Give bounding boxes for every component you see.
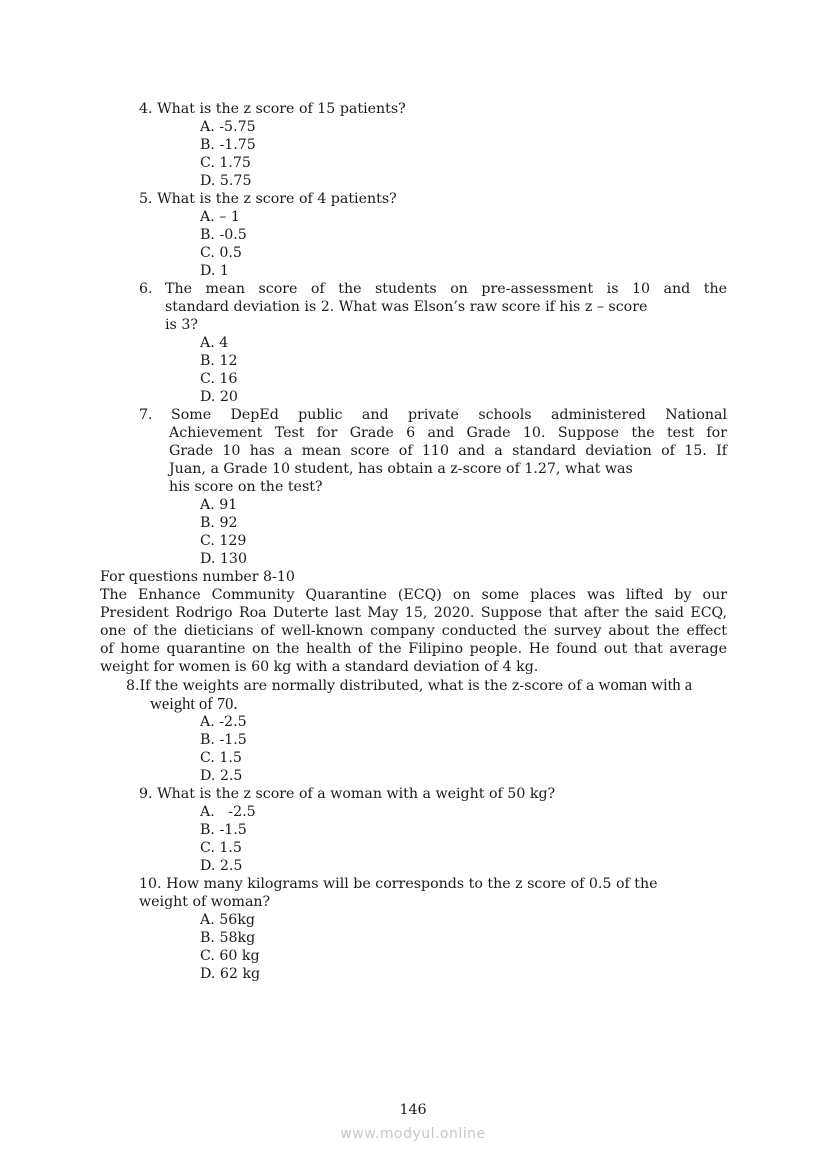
question-9 [139, 785, 555, 803]
question-number: 4. [139, 101, 153, 117]
choice-8b: B. -1.5 [200, 732, 247, 748]
choice-10a: A. 56kg [200, 912, 255, 928]
page-number: 146 [399, 1102, 427, 1118]
question-7-stem-line-4: Juan, a Grade 10 student, has obtain a z-score of 1.27, what was [169, 461, 633, 477]
choice-4c: C. 1.75 [200, 155, 251, 171]
choice-8c: C. 1.5 [200, 750, 242, 766]
choice-5b: B. -0.5 [200, 227, 247, 243]
question-number: 9. [139, 786, 153, 802]
question-6-stem-line-2: standard deviation is 2. What was Elson’s raw score if his z – score [165, 299, 648, 315]
question-10-line-2: weight of woman? [139, 894, 271, 910]
section-paragraph-line-4: of home quarantine on the health of the Filipino people. He found out that average [100, 641, 727, 657]
choice-10d: D. 62 kg [200, 966, 261, 982]
question-8-line-2 [150, 695, 238, 714]
choice-9b: B. -1.5 [200, 822, 247, 838]
choice-5d: D. 1 [200, 263, 229, 279]
choice-10c: C. 60 kg [200, 948, 260, 964]
choice-8d: D. 2.5 [200, 768, 243, 784]
watermark: www.modyul.online [340, 1126, 486, 1142]
question-number: 5. [139, 191, 153, 207]
choice-9d: D. 2.5 [200, 858, 243, 874]
question-stem-part-1: If the weights are normally distributed, what is the z-score of a [139, 678, 595, 694]
question-7-stem-line-3: Grade 10 has a mean score of 110 and a standard deviation of 15. If [169, 443, 727, 459]
question-7-stem-line-2: Achievement Test for Grade 6 and Grade 10. Suppose the test for [169, 425, 727, 441]
choice-10b: B. 58kg [200, 930, 256, 946]
section-heading: For questions number 8-10 [100, 569, 295, 585]
question-number: 10. [139, 876, 162, 892]
choice-8a: A. -2.5 [200, 714, 247, 730]
choice-6c: C. 16 [200, 371, 238, 387]
choice-4b: B. -1.75 [200, 137, 256, 153]
choice-5c: C. 0.5 [200, 245, 242, 261]
question-6-number: 6. [139, 281, 153, 297]
question-number: 8. [126, 678, 140, 694]
question-8-line-1 [126, 676, 692, 695]
section-paragraph-line-2: President Rodrigo Roa Duterte last May 15, 2020. Suppose that after the said ECQ, [100, 605, 727, 621]
choice-5a: A. – 1 [200, 209, 240, 225]
question-stem-part-2: woman with a [594, 675, 693, 694]
question-6-stem-line-1: The mean score of the students on pre-assessment is 10 and the [165, 281, 727, 297]
question-10-line-1 [139, 875, 657, 893]
section-paragraph-line-3: one of the dieticians of well-known company conducted the survey about the effect [100, 623, 727, 639]
choice-7d: D. 130 [200, 551, 247, 567]
question-stem-part-3: weight of 70. [150, 694, 238, 713]
choice-6b: B. 12 [200, 353, 238, 369]
choice-6d: D. 20 [200, 389, 238, 405]
question-stem: What is the z score of a woman with a weight of 50 kg? [157, 786, 556, 802]
choice-9a: A. -2.5 [200, 804, 256, 820]
choice-4d: D. 5.75 [200, 173, 252, 189]
choice-9c: C. 1.5 [200, 840, 242, 856]
question-stem: How many kilograms will be corresponds to the z score of 0.5 of the [166, 876, 658, 892]
question-7-number: 7. [139, 407, 153, 423]
choice-7a: A. 91 [200, 497, 238, 513]
question-7-stem-line-1: Some DepEd public and private schools administered National [171, 407, 727, 423]
choice-7c: C. 129 [200, 533, 247, 549]
section-paragraph-line-5: weight for women is 60 kg with a standard deviation of 4 kg. [100, 659, 539, 675]
question-6-stem-line-3: is 3? [165, 317, 198, 333]
choice-4a: A. -5.75 [200, 119, 256, 135]
choice-7b: B. 92 [200, 515, 238, 531]
question-stem: What is the z score of 4 patients? [157, 191, 397, 207]
section-paragraph-line-1: The Enhance Community Quarantine (ECQ) on some places was lifted by our [100, 587, 727, 603]
question-4 [139, 100, 406, 118]
question-7-stem-line-5: his score on the test? [169, 479, 323, 495]
question-stem: What is the z score of 15 patients? [157, 101, 406, 117]
choice-6a: A. 4 [200, 335, 229, 351]
question-5 [139, 190, 397, 208]
